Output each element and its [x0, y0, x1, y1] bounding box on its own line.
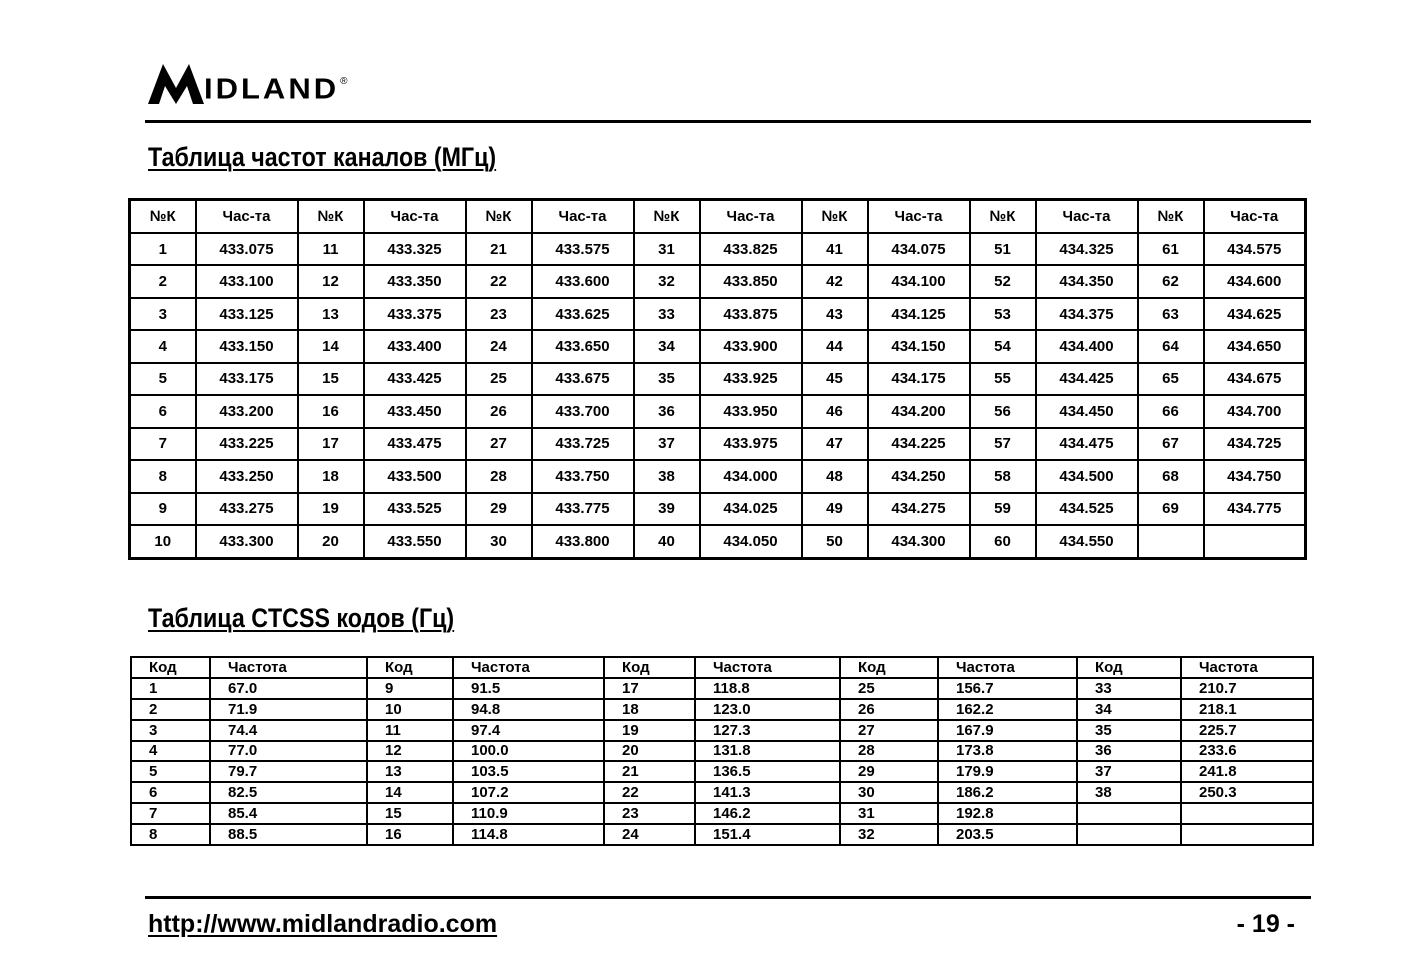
- ctcss-code-cell: 11: [367, 720, 453, 741]
- ctcss-code-cell: 8: [131, 824, 210, 845]
- channel-frequency-cell: 434.150: [868, 330, 970, 362]
- ctcss-code-cell: 20: [604, 741, 695, 762]
- channel-frequency-cell: 433.325: [364, 233, 466, 265]
- table-row: [131, 699, 1313, 720]
- ctcss-code-cell: 3: [131, 720, 210, 741]
- ctcss-frequency-cell: 151.4: [695, 824, 840, 845]
- ctcss-frequency-cell: [1181, 803, 1313, 824]
- ctcss-frequency-cell: 203.5: [938, 824, 1077, 845]
- channel-number-cell: 46: [802, 395, 868, 427]
- channel-number-cell: 19: [298, 493, 364, 525]
- channel-frequency-cell: 434.175: [868, 363, 970, 395]
- channel-number-cell: 2: [130, 265, 196, 297]
- channel-number-cell: 62: [1138, 265, 1204, 297]
- channel-frequency-cell: 433.475: [364, 428, 466, 460]
- ctcss-code-cell: 33: [1077, 678, 1181, 699]
- code-header: Код: [604, 657, 695, 678]
- channel-frequency-cell: 434.000: [700, 460, 802, 492]
- channel-number-cell: 41: [802, 233, 868, 265]
- channel-frequency-cell: 434.600: [1204, 265, 1306, 297]
- table-row: [130, 460, 1306, 492]
- channel-frequency-cell: 433.650: [532, 330, 634, 362]
- channel-frequency-cell: 434.550: [1036, 525, 1138, 558]
- table-row: [131, 824, 1313, 845]
- channel-table-title: Таблица частот каналов (МГц): [148, 142, 497, 172]
- channel-frequency-cell: 433.525: [364, 493, 466, 525]
- channel-number-header: №К: [802, 200, 868, 233]
- ctcss-frequency-cell: 82.5: [210, 782, 367, 803]
- channel-frequency-table: [128, 198, 1307, 560]
- frequency-header: Час-та: [1204, 200, 1306, 233]
- ctcss-frequency-cell: 107.2: [453, 782, 604, 803]
- ctcss-code-cell: 29: [840, 761, 938, 782]
- channel-frequency-cell: 433.775: [532, 493, 634, 525]
- channel-frequency-cell: 434.075: [868, 233, 970, 265]
- channel-frequency-cell: 434.775: [1204, 493, 1306, 525]
- channel-frequency-cell: 434.425: [1036, 363, 1138, 395]
- channel-number-cell: 69: [1138, 493, 1204, 525]
- table-row: [130, 428, 1306, 460]
- ctcss-code-cell: 19: [604, 720, 695, 741]
- ctcss-code-cell: 25: [840, 678, 938, 699]
- ctcss-frequency-cell: 167.9: [938, 720, 1077, 741]
- ctcss-code-cell: 6: [131, 782, 210, 803]
- ctcss-frequency-cell: 77.0: [210, 741, 367, 762]
- code-header: Код: [840, 657, 938, 678]
- table-row: [130, 265, 1306, 297]
- channel-frequency-cell: 434.375: [1036, 298, 1138, 330]
- registered-mark: ®: [340, 76, 348, 87]
- channel-frequency-cell: 434.500: [1036, 460, 1138, 492]
- ctcss-code-cell: 35: [1077, 720, 1181, 741]
- channel-number-cell: 64: [1138, 330, 1204, 362]
- ctcss-frequency-cell: 100.0: [453, 741, 604, 762]
- ctcss-frequency-cell: 85.4: [210, 803, 367, 824]
- ctcss-frequency-cell: 146.2: [695, 803, 840, 824]
- channel-number-cell: 8: [130, 460, 196, 492]
- channel-number-cell: 32: [634, 265, 700, 297]
- channel-number-cell: 6: [130, 395, 196, 427]
- channel-number-cell: 61: [1138, 233, 1204, 265]
- frequency-header: Час-та: [1036, 200, 1138, 233]
- table-row: [130, 493, 1306, 525]
- ctcss-frequency-cell: 67.0: [210, 678, 367, 699]
- channel-frequency-cell: 434.275: [868, 493, 970, 525]
- tone-frequency-header: Частота: [695, 657, 840, 678]
- channel-frequency-cell: 434.250: [868, 460, 970, 492]
- ctcss-frequency-cell: 103.5: [453, 761, 604, 782]
- ctcss-table-title: Таблица CTCSS кодов (Гц): [148, 603, 455, 633]
- channel-frequency-cell: 433.850: [700, 265, 802, 297]
- midland-logo: [148, 62, 347, 104]
- ctcss-frequency-cell: 162.2: [938, 699, 1077, 720]
- channel-number-cell: 22: [466, 265, 532, 297]
- channel-frequency-cell: 434.700: [1204, 395, 1306, 427]
- ctcss-code-cell: 4: [131, 741, 210, 762]
- channel-frequency-cell: 434.750: [1204, 460, 1306, 492]
- table-row: [131, 761, 1313, 782]
- channel-number-cell: 35: [634, 363, 700, 395]
- channel-table-header-row: [130, 200, 1306, 233]
- channel-number-cell: 34: [634, 330, 700, 362]
- channel-frequency-cell: 434.475: [1036, 428, 1138, 460]
- logo-wordmark: IDLAND: [204, 72, 340, 105]
- channel-frequency-cell: 433.425: [364, 363, 466, 395]
- frequency-header: Час-та: [700, 200, 802, 233]
- channel-number-cell: 17: [298, 428, 364, 460]
- ctcss-frequency-cell: 156.7: [938, 678, 1077, 699]
- ctcss-frequency-cell: 141.3: [695, 782, 840, 803]
- ctcss-code-cell: 2: [131, 699, 210, 720]
- channel-frequency-cell: 433.575: [532, 233, 634, 265]
- ctcss-frequency-cell: 218.1: [1181, 699, 1313, 720]
- ctcss-frequency-cell: [1181, 824, 1313, 845]
- footer-divider: [145, 896, 1311, 899]
- channel-number-cell: 24: [466, 330, 532, 362]
- ctcss-code-cell: [1077, 803, 1181, 824]
- channel-number-cell: 12: [298, 265, 364, 297]
- ctcss-code-cell: 32: [840, 824, 938, 845]
- channel-frequency-cell: 433.150: [196, 330, 298, 362]
- channel-frequency-cell: 433.700: [532, 395, 634, 427]
- channel-number-header: №К: [1138, 200, 1204, 233]
- ctcss-frequency-cell: 71.9: [210, 699, 367, 720]
- channel-frequency-cell: 434.350: [1036, 265, 1138, 297]
- ctcss-frequency-cell: 192.8: [938, 803, 1077, 824]
- channel-frequency-cell: 433.625: [532, 298, 634, 330]
- ctcss-code-cell: 30: [840, 782, 938, 803]
- channel-number-cell: 51: [970, 233, 1036, 265]
- channel-number-cell: 18: [298, 460, 364, 492]
- channel-number-cell: 52: [970, 265, 1036, 297]
- table-row: [131, 803, 1313, 824]
- ctcss-frequency-cell: 210.7: [1181, 678, 1313, 699]
- channel-number-cell: 21: [466, 233, 532, 265]
- channel-number-header: №К: [298, 200, 364, 233]
- channel-number-cell: 67: [1138, 428, 1204, 460]
- channel-frequency-cell: 433.975: [700, 428, 802, 460]
- page-number: - 19 -: [1236, 910, 1295, 938]
- channel-frequency-cell: 433.450: [364, 395, 466, 427]
- channel-number-cell: 42: [802, 265, 868, 297]
- channel-frequency-cell: 433.600: [532, 265, 634, 297]
- channel-frequency-cell: [1204, 525, 1306, 558]
- channel-number-cell: 60: [970, 525, 1036, 558]
- channel-number-cell: 45: [802, 363, 868, 395]
- code-header: Код: [131, 657, 210, 678]
- channel-frequency-cell: 433.950: [700, 395, 802, 427]
- channel-number-cell: 39: [634, 493, 700, 525]
- ctcss-code-cell: 26: [840, 699, 938, 720]
- channel-frequency-cell: 433.250: [196, 460, 298, 492]
- channel-frequency-cell: 434.400: [1036, 330, 1138, 362]
- channel-number-cell: 54: [970, 330, 1036, 362]
- channel-number-cell: 5: [130, 363, 196, 395]
- channel-frequency-cell: 434.675: [1204, 363, 1306, 395]
- frequency-header: Час-та: [532, 200, 634, 233]
- ctcss-code-cell: 31: [840, 803, 938, 824]
- channel-frequency-cell: 434.050: [700, 525, 802, 558]
- channel-number-cell: 36: [634, 395, 700, 427]
- ctcss-code-cell: 16: [367, 824, 453, 845]
- channel-number-cell: 47: [802, 428, 868, 460]
- channel-number-cell: 33: [634, 298, 700, 330]
- channel-number-cell: 66: [1138, 395, 1204, 427]
- tone-frequency-header: Частота: [1181, 657, 1313, 678]
- channel-frequency-cell: 433.125: [196, 298, 298, 330]
- channel-frequency-cell: 433.675: [532, 363, 634, 395]
- channel-frequency-cell: 433.500: [364, 460, 466, 492]
- channel-number-cell: 3: [130, 298, 196, 330]
- midland-m-logo-icon: [148, 62, 204, 104]
- table-row: [131, 678, 1313, 699]
- channel-number-cell: 55: [970, 363, 1036, 395]
- ctcss-frequency-cell: 74.4: [210, 720, 367, 741]
- channel-number-cell: 13: [298, 298, 364, 330]
- ctcss-frequency-cell: 114.8: [453, 824, 604, 845]
- channel-number-cell: 37: [634, 428, 700, 460]
- channel-number-cell: 25: [466, 363, 532, 395]
- table-row: [130, 363, 1306, 395]
- channel-frequency-cell: 433.350: [364, 265, 466, 297]
- channel-number-cell: 27: [466, 428, 532, 460]
- channel-number-cell: 26: [466, 395, 532, 427]
- ctcss-frequency-cell: 123.0: [695, 699, 840, 720]
- code-header: Код: [367, 657, 453, 678]
- ctcss-code-cell: 28: [840, 741, 938, 762]
- table-row: [131, 720, 1313, 741]
- channel-number-cell: 43: [802, 298, 868, 330]
- frequency-header: Час-та: [364, 200, 466, 233]
- ctcss-code-table: [130, 656, 1314, 846]
- channel-number-cell: 20: [298, 525, 364, 558]
- channel-frequency-cell: 433.825: [700, 233, 802, 265]
- ctcss-frequency-cell: 97.4: [453, 720, 604, 741]
- table-row: [130, 233, 1306, 265]
- channel-number-cell: 58: [970, 460, 1036, 492]
- ctcss-code-cell: 24: [604, 824, 695, 845]
- ctcss-frequency-cell: 225.7: [1181, 720, 1313, 741]
- channel-number-cell: 15: [298, 363, 364, 395]
- ctcss-frequency-cell: 79.7: [210, 761, 367, 782]
- channel-number-header: №К: [634, 200, 700, 233]
- channel-number-cell: 48: [802, 460, 868, 492]
- code-header: Код: [1077, 657, 1181, 678]
- ctcss-frequency-cell: 241.8: [1181, 761, 1313, 782]
- channel-number-cell: 59: [970, 493, 1036, 525]
- frequency-header: Час-та: [868, 200, 970, 233]
- channel-number-cell: 38: [634, 460, 700, 492]
- ctcss-code-cell: 37: [1077, 761, 1181, 782]
- channel-number-cell: [1138, 525, 1204, 558]
- ctcss-frequency-cell: 179.9: [938, 761, 1077, 782]
- channel-number-cell: 9: [130, 493, 196, 525]
- ctcss-frequency-cell: 94.8: [453, 699, 604, 720]
- channel-number-cell: 1: [130, 233, 196, 265]
- channel-number-cell: 4: [130, 330, 196, 362]
- channel-frequency-cell: 434.100: [868, 265, 970, 297]
- header-divider: [145, 120, 1311, 123]
- ctcss-code-cell: 23: [604, 803, 695, 824]
- channel-frequency-cell: 434.200: [868, 395, 970, 427]
- channel-number-cell: 31: [634, 233, 700, 265]
- channel-number-cell: 16: [298, 395, 364, 427]
- channel-frequency-cell: 433.800: [532, 525, 634, 558]
- channel-frequency-cell: 433.075: [196, 233, 298, 265]
- ctcss-code-cell: 12: [367, 741, 453, 762]
- ctcss-code-cell: 9: [367, 678, 453, 699]
- channel-number-cell: 11: [298, 233, 364, 265]
- channel-number-cell: 56: [970, 395, 1036, 427]
- channel-number-cell: 50: [802, 525, 868, 558]
- channel-frequency-cell: 433.100: [196, 265, 298, 297]
- table-row: [131, 782, 1313, 803]
- ctcss-frequency-cell: 250.3: [1181, 782, 1313, 803]
- ctcss-frequency-cell: 110.9: [453, 803, 604, 824]
- ctcss-code-cell: 38: [1077, 782, 1181, 803]
- channel-frequency-cell: 434.125: [868, 298, 970, 330]
- channel-frequency-cell: 433.400: [364, 330, 466, 362]
- channel-frequency-cell: 434.650: [1204, 330, 1306, 362]
- tone-frequency-header: Частота: [453, 657, 604, 678]
- website-link[interactable]: http://www.midlandradio.com: [148, 910, 498, 938]
- tone-frequency-header: Частота: [210, 657, 367, 678]
- ctcss-frequency-cell: 127.3: [695, 720, 840, 741]
- channel-frequency-cell: 433.900: [700, 330, 802, 362]
- channel-number-cell: 14: [298, 330, 364, 362]
- channel-frequency-cell: 434.525: [1036, 493, 1138, 525]
- frequency-header: Час-та: [196, 200, 298, 233]
- channel-number-cell: 49: [802, 493, 868, 525]
- channel-number-header: №К: [466, 200, 532, 233]
- channel-frequency-cell: 434.450: [1036, 395, 1138, 427]
- ctcss-code-cell: 14: [367, 782, 453, 803]
- ctcss-code-cell: 7: [131, 803, 210, 824]
- ctcss-table-header-row: [131, 657, 1313, 678]
- tone-frequency-header: Частота: [938, 657, 1077, 678]
- channel-frequency-cell: 434.575: [1204, 233, 1306, 265]
- ctcss-code-cell: 36: [1077, 741, 1181, 762]
- ctcss-code-cell: 34: [1077, 699, 1181, 720]
- table-row: [130, 298, 1306, 330]
- ctcss-frequency-cell: 136.5: [695, 761, 840, 782]
- channel-number-cell: 29: [466, 493, 532, 525]
- channel-number-cell: 44: [802, 330, 868, 362]
- ctcss-frequency-cell: 131.8: [695, 741, 840, 762]
- table-row: [131, 741, 1313, 762]
- ctcss-code-cell: 10: [367, 699, 453, 720]
- channel-number-cell: 7: [130, 428, 196, 460]
- channel-frequency-cell: 433.750: [532, 460, 634, 492]
- channel-frequency-cell: 433.375: [364, 298, 466, 330]
- ctcss-code-cell: 17: [604, 678, 695, 699]
- ctcss-code-cell: 18: [604, 699, 695, 720]
- ctcss-frequency-cell: 186.2: [938, 782, 1077, 803]
- channel-frequency-cell: 433.925: [700, 363, 802, 395]
- ctcss-code-cell: 13: [367, 761, 453, 782]
- ctcss-frequency-cell: 88.5: [210, 824, 367, 845]
- ctcss-code-cell: 27: [840, 720, 938, 741]
- table-row: [130, 395, 1306, 427]
- channel-number-cell: 53: [970, 298, 1036, 330]
- table-row: [130, 330, 1306, 362]
- channel-frequency-cell: 433.175: [196, 363, 298, 395]
- channel-number-header: №К: [970, 200, 1036, 233]
- channel-frequency-cell: 433.550: [364, 525, 466, 558]
- table-row: [130, 525, 1306, 558]
- channel-frequency-cell: 434.325: [1036, 233, 1138, 265]
- ctcss-frequency-cell: 173.8: [938, 741, 1077, 762]
- channel-frequency-cell: 434.725: [1204, 428, 1306, 460]
- channel-number-cell: 23: [466, 298, 532, 330]
- channel-number-cell: 63: [1138, 298, 1204, 330]
- channel-frequency-cell: 433.725: [532, 428, 634, 460]
- channel-number-cell: 57: [970, 428, 1036, 460]
- channel-number-header: №К: [130, 200, 196, 233]
- ctcss-code-cell: 5: [131, 761, 210, 782]
- channel-frequency-cell: 434.625: [1204, 298, 1306, 330]
- ctcss-code-cell: 21: [604, 761, 695, 782]
- ctcss-frequency-cell: 118.8: [695, 678, 840, 699]
- channel-frequency-cell: 433.275: [196, 493, 298, 525]
- ctcss-frequency-cell: 91.5: [453, 678, 604, 699]
- channel-number-cell: 28: [466, 460, 532, 492]
- ctcss-code-cell: 22: [604, 782, 695, 803]
- channel-number-cell: 65: [1138, 363, 1204, 395]
- channel-frequency-cell: 433.300: [196, 525, 298, 558]
- ctcss-code-cell: 15: [367, 803, 453, 824]
- channel-frequency-cell: 433.875: [700, 298, 802, 330]
- channel-frequency-cell: 433.200: [196, 395, 298, 427]
- ctcss-code-cell: [1077, 824, 1181, 845]
- channel-frequency-cell: 433.225: [196, 428, 298, 460]
- channel-number-cell: 10: [130, 525, 196, 558]
- channel-frequency-cell: 434.225: [868, 428, 970, 460]
- ctcss-frequency-cell: 233.6: [1181, 741, 1313, 762]
- channel-frequency-cell: 434.300: [868, 525, 970, 558]
- ctcss-code-cell: 1: [131, 678, 210, 699]
- channel-number-cell: 40: [634, 525, 700, 558]
- channel-number-cell: 30: [466, 525, 532, 558]
- channel-number-cell: 68: [1138, 460, 1204, 492]
- channel-frequency-cell: 434.025: [700, 493, 802, 525]
